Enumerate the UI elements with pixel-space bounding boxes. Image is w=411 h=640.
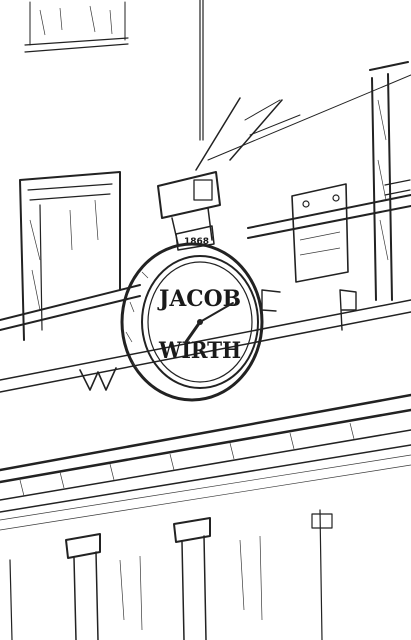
svg-text:1868: 1868: [184, 237, 210, 247]
clock-name-bottom: WIRTH: [158, 338, 241, 364]
clock-name-top: JACOB: [157, 286, 241, 312]
left-window: [20, 172, 120, 340]
mounting-plate: [292, 184, 348, 282]
support-cables: [196, 75, 411, 170]
clock-bracket: [158, 172, 220, 250]
right-column: [370, 62, 410, 300]
clock: [122, 244, 262, 400]
upper-facade: [25, 0, 203, 140]
cornice: [0, 395, 411, 530]
lower-facade: [10, 510, 332, 640]
